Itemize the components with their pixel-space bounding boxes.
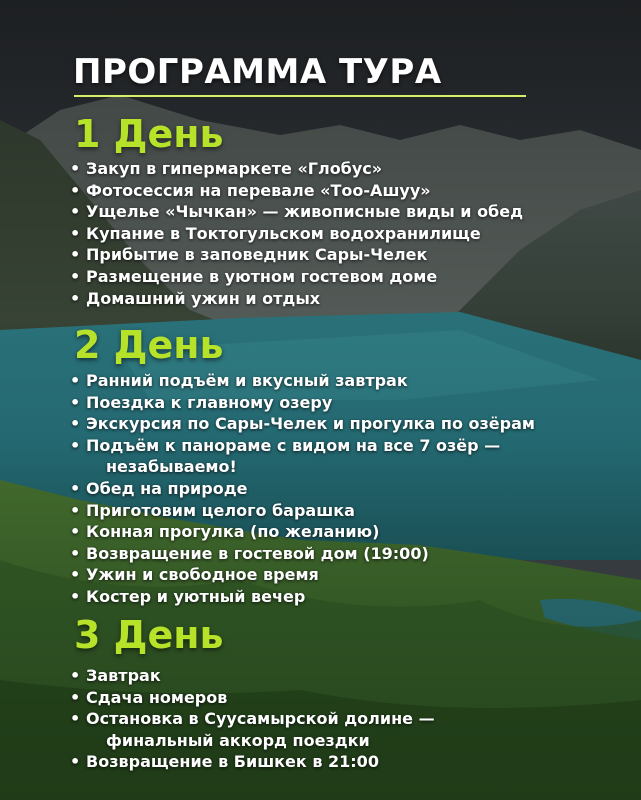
list-item: • Закуп в гипермаркете «Глобус»	[68, 158, 628, 180]
list-item: • Ранний подъём и вкусный завтрак	[68, 370, 628, 392]
list-item: • Остановка в Суусамырской долине —	[68, 708, 628, 730]
day-1-heading: 1 День	[74, 112, 224, 156]
list-item: • Конная прогулка (по желанию)	[68, 521, 628, 543]
list-item: • Прибытие в заповедник Сары-Челек	[68, 244, 628, 266]
page-title: ПРОГРАММА ТУРА	[73, 52, 442, 92]
list-item-continuation: финальный аккорд поездки	[106, 730, 370, 750]
day-2-list	[68, 370, 628, 608]
list-item: • Поездка к главному озеру	[68, 392, 628, 414]
list-item: • Домашний ужин и отдых	[68, 288, 628, 310]
list-item: • Костер и уютный вечер	[68, 586, 628, 608]
list-item: • Возвращение в Бишкек в 21:00	[68, 751, 628, 773]
list-item: • Возвращение в гостевой дом (19:00)	[68, 543, 628, 565]
day-3-heading: 3 День	[74, 613, 224, 657]
list-item: • Подъём к панораме с видом на все 7 озёр —	[68, 435, 628, 457]
day-1-list	[68, 158, 628, 309]
list-item: • Размещение в уютном гостевом доме	[68, 266, 628, 288]
list-item-continuation: незабываемо!	[106, 457, 237, 477]
title-underline	[74, 95, 526, 97]
list-item: • Фотосессия на перевале «Тоо-Ашуу»	[68, 180, 628, 202]
list-item: • Купание в Токтогульском водохранилище	[68, 223, 628, 245]
list-item: • Ужин и свободное время	[68, 564, 628, 586]
day-3-list	[68, 665, 628, 773]
list-item: • Экскурсия по Сары-Челек и прогулка по озёрам	[68, 413, 628, 435]
list-item: • Сдача номеров	[68, 687, 628, 709]
list-item: • Завтрак	[68, 665, 628, 687]
list-item: • Обед на природе	[68, 478, 628, 500]
day-2-heading: 2 День	[74, 323, 224, 367]
list-item: • Ущелье «Чычкан» — живописные виды и обед	[68, 201, 628, 223]
list-item: • Приготовим целого барашка	[68, 500, 628, 522]
